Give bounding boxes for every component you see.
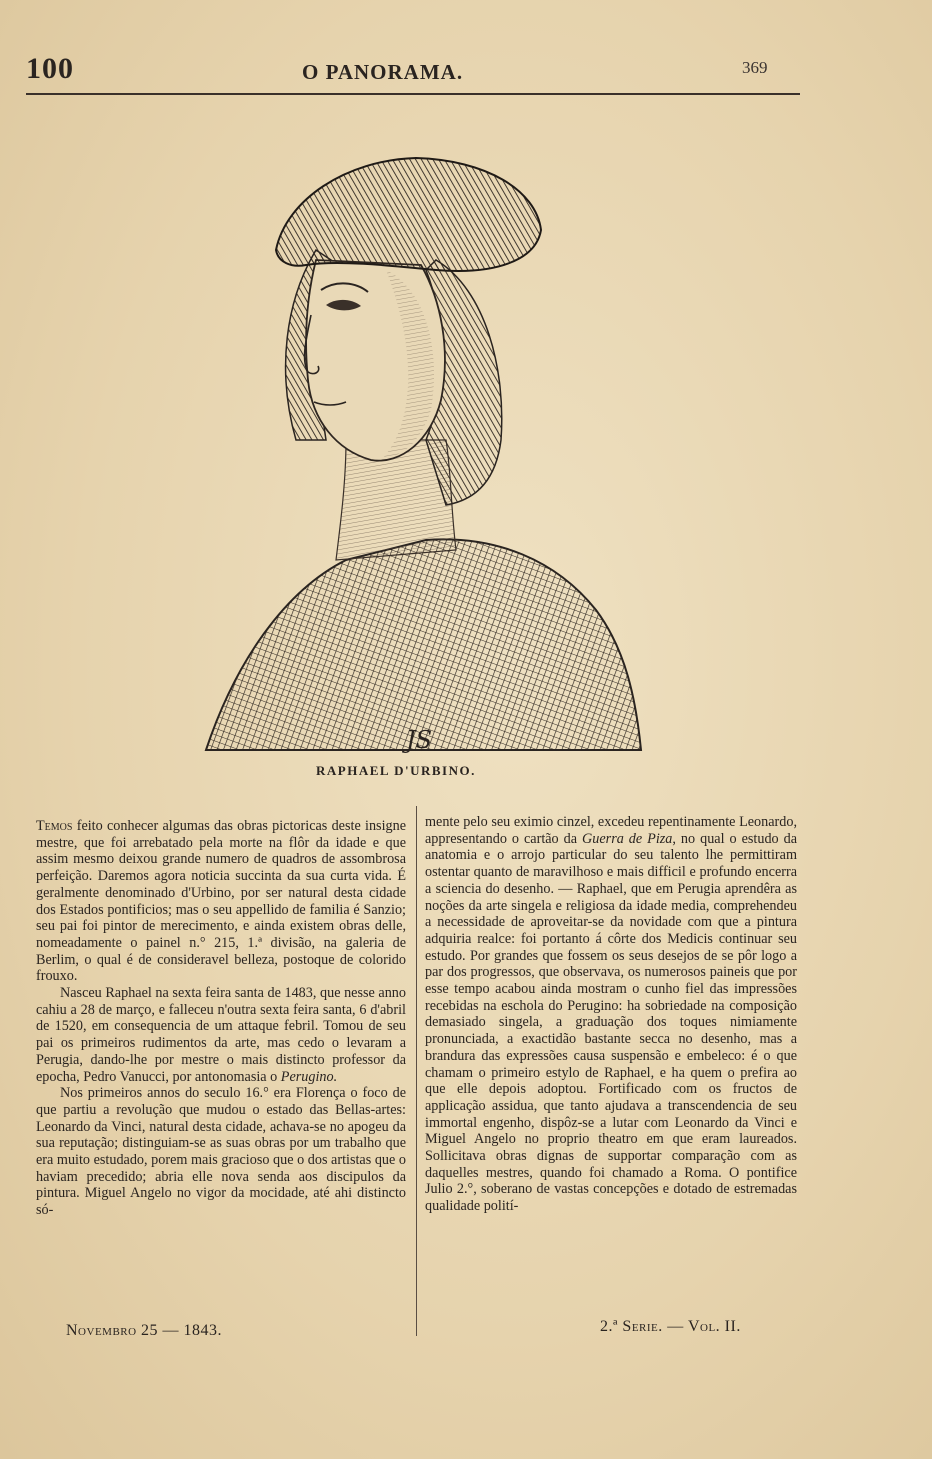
- paragraph-text: feito conhecer algumas das obras pictoricas deste insigne mestre, que foi arrebatado pela morte na flôr da idade e que assim mesmo deixou grande numero de quadros de assombrosa perfeição. Daremos agora noticia succinta da sua curta vida. É geralmente denominado d'Urbino, por ser natural desta cidade dos Estados pontificios; mas o seu appellido de familia é Sanzio; seu pai foi pintor de merecimento, e ainda existem obras delle, nomeadamente o painel n.° 215, 1.ª divisão, na galeria de Berlim, o qual é de consideravel belleza, postoque de colorido frouxo.: [36, 818, 406, 985]
- paragraph: [36, 818, 406, 985]
- paragraph-text: , no qual o estudo da anatomia e o arrojo particular do seu talento lhe permittiram ostentar quanto de maravilhoso e mais difficil e profundo encerra a sciencia do desenho. — Raphael, que em Perugia aprendêra as noções da arte singela e religiosa da idade media, comprehendeu a necessidade de aproveitar-se da novidade com que a pintura adquiria realce: foi portanto á côrte dos Medicis continuar seu estudo. Por grandes que fossem os seus desejos de se pôr logo a par dos progressos, que observava, os numerosos paineis que por esse tempo acabou ainda mostram o cunho fiel das impressões recebidas na eschola do Perugino: ha sobriedade na composição demasiado singela, a graduação dos toques nimiamente pronunciada, a exactidão bastante secca no desenho, mas a brandura das expressões causa suspensão e embeleco: é o que chamam o primeiro estylo de Raphael, e ha quem o prefira ao que elle depois adoptou. Fortificado com os fructos de applicação assidua, que tanto ajudava a transcendencia de seu immortal engenho, dispôz-se a lutar com Leonardo da Vinci e Miguel Angelo no proprio theatro em que eram laureados. Sollicitava obras dignas de supportar comparação com as daquelles mestres, quando foi chamado a Roma. O pontifice Julio 2.°, soberano de vastas concepções e dotado de estremadas qualidade polití-: [425, 830, 798, 1215]
- paragraph: [425, 814, 797, 1215]
- text-column-left: [36, 818, 406, 1219]
- header-rule: [26, 93, 800, 95]
- paragraph-text: mente pelo seu eximio cinzel, excedeu repentinamente Leonardo, appresentando o cartão da: [425, 814, 797, 847]
- portrait-engraving: [196, 140, 646, 758]
- paragraph-text: Nos primeiros annos do seculo 16.° era Florença o foco de que partiu a revolução que mudou o estado das Bellas-artes: Leonardo da Vinci, natural desta cidade, achava-se no apogeu da sua reputação; distinguiam-se as suas obras por um trabalho que era muito estudado, porem mais gracioso que o dos artistas que o haviam precedido; abria elle nova senda aos discipulos da pintura. Miguel Angelo no vigor da mocidade, até ahi distincto só-: [36, 1085, 406, 1219]
- beret-shape: [276, 158, 541, 271]
- italic-text: Guerra de Piza: [582, 830, 673, 847]
- page-number: 100: [26, 52, 74, 85]
- column-divider: [416, 806, 417, 1336]
- page-header: [26, 52, 800, 92]
- series-volume: 2.ª Serie. — Vol. II.: [600, 1318, 741, 1335]
- handwritten-page-number: 369: [742, 58, 768, 77]
- engraver-signature: JS: [406, 726, 433, 754]
- journal-title: O PANORAMA.: [302, 60, 464, 84]
- lead-word: Temos: [36, 818, 73, 834]
- paragraph: [36, 1085, 406, 1219]
- garment-shape: [206, 539, 641, 750]
- figure-caption: RAPHAEL D'URBINO.: [316, 763, 476, 778]
- italic-text: Perugino.: [280, 1068, 338, 1085]
- paragraph-text: Nasceu Raphael na sexta feira santa de 1483, que nesse anno cahiu a 28 de março, e falleceu n'outra sexta feira santa, 6 d'abril de 1520, em consequencia de um attaque febril. Tomou de seu pai os primeiros rudimentos da arte, mas cedo o levaram a Perugia, dando-lhe por mestre o mais distincto professor da epocha, Pedro Vanucci, por antonomasia o: [36, 985, 406, 1085]
- paragraph: [36, 985, 406, 1085]
- issue-date: Novembro 25 — 1843.: [66, 1322, 223, 1339]
- text-column-right: [425, 814, 797, 1215]
